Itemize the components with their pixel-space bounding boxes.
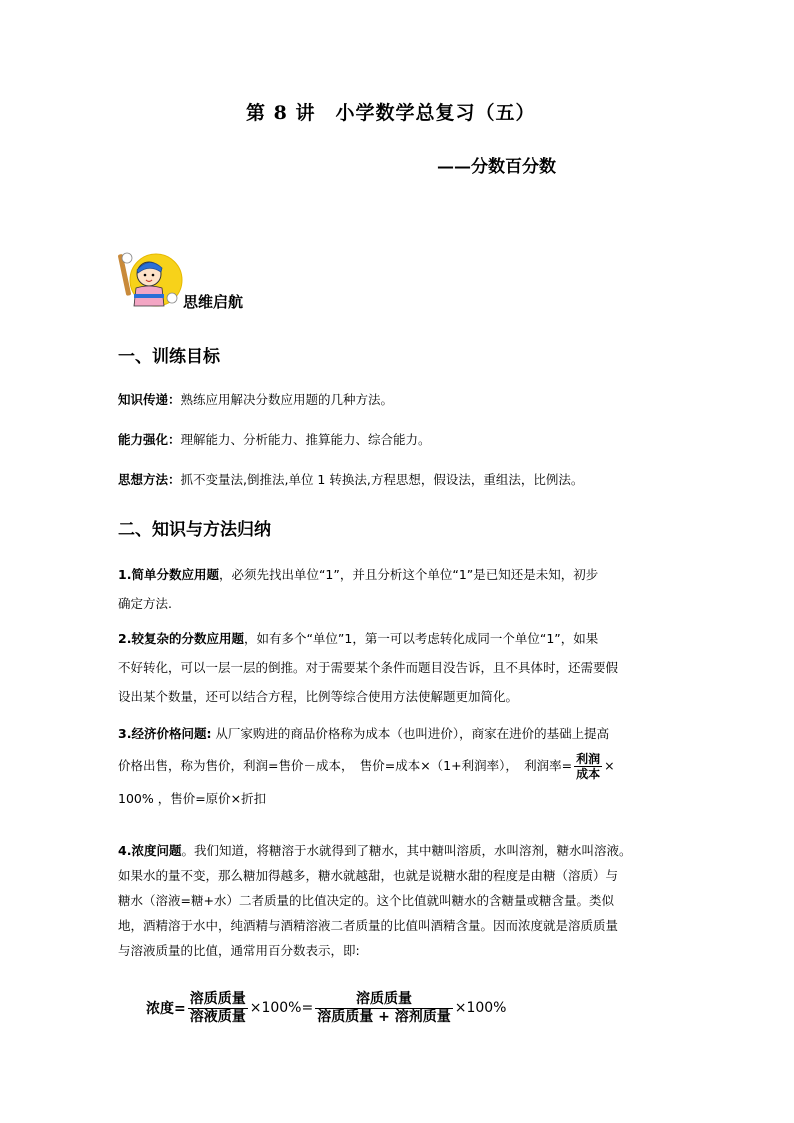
paragraph-text: 从厂家购进的商品价格称为成本（也叫进价），商家在进价的基础上提高 (211, 726, 610, 741)
goal-label: 能力强化： (118, 432, 181, 447)
paragraph-text: 不好转化，可以一层一层的倒推。对于需要某个条件而题目没告诉，且不具体时，还需要假 (118, 660, 619, 675)
formula-fraction-1 (188, 991, 248, 1026)
fraction-numerator: 利润 (576, 752, 601, 766)
page-title: 第 8 讲 小学数学总复习（五） (246, 102, 536, 124)
formula-lhs: 浓度= (146, 1001, 186, 1017)
formula-fraction-2 (315, 991, 452, 1026)
fraction-numerator: 溶质质量 (315, 991, 452, 1009)
mascot-illustration (116, 250, 184, 314)
goal-item-ability (118, 430, 678, 450)
paragraph-text: × (604, 758, 615, 773)
page-subtitle: ——分数百分数 (437, 157, 556, 177)
banner-label: 思维启航 (183, 293, 244, 311)
paragraph-concentration (118, 838, 680, 963)
section-heading-knowledge-methods: 二、知识与方法归纳 (118, 520, 271, 540)
paragraph-label: 3.经济价格问题: (118, 726, 212, 741)
profit-rate-fraction (574, 752, 602, 781)
paragraph-text: 地，酒精溶于水中，纯酒精与酒精溶液二者质量的比值叫酒精含量。因而浓度就是溶质质量 (118, 918, 619, 933)
goal-text: 抓不变量法,倒推法,单位 1 转换法,方程思想，假设法，重组法，比例法。 (180, 472, 584, 487)
paragraph-text: ，如有多个“单位”1，第一可以考虑转化成同一个单位“1”，如果 (243, 631, 599, 646)
paragraph-text: 价格出售，称为售价，利润=售价－成本， 售价=成本×（1+利润率）， 利润率= (118, 758, 573, 773)
fraction-denominator: 溶液质量 (189, 1008, 246, 1025)
paragraph-text: ，必须先找出单位“1”，并且分析这个单位“1”是已知还是未知，初步 (218, 567, 599, 582)
paragraph-economic-price (118, 719, 680, 813)
paragraph-text: 糖水（溶液=糖+水）二者质量的比值决定的。这个比值就叫糖水的含糖量或糖含量。类似 (118, 893, 614, 908)
paragraph-simple-fraction (118, 560, 680, 618)
paragraph-text: 如果水的量不变，那么糖加得越多，糖水就越甜，也就是说糖水甜的程度是由糖（溶质）与 (118, 868, 619, 883)
goal-label: 思想方法： (118, 472, 181, 487)
fraction-numerator: 溶质质量 (189, 990, 246, 1007)
paragraph-text: 与溶液质量的比值，通常用百分数表示，即: (118, 943, 360, 958)
paragraph-text: 。我们知道，将糖溶于水就得到了糖水，其中糖叫溶质，水叫溶剂，糖水叫溶液。 (181, 843, 632, 858)
goal-text: 理解能力、分析能力、推算能力、综合能力。 (180, 432, 431, 447)
formula-middle: ×100%= (249, 1000, 314, 1016)
fraction-denominator: 成本 (576, 767, 601, 781)
concentration-formula (146, 988, 506, 1028)
paragraph-text: 确定方法. (118, 596, 172, 611)
paragraph-text: 100% ，售价=原价×折扣 (118, 791, 267, 806)
goal-item-knowledge (118, 390, 678, 410)
goal-text: 熟练应用解决分数应用题的几种方法。 (180, 392, 394, 407)
goal-item-method (118, 470, 678, 490)
paragraph-text: 设出某个数量，还可以结合方程，比例等综合使用方法使解题更加简化。 (118, 689, 519, 704)
paragraph-label: 1.简单分数应用题 (118, 567, 219, 582)
section-heading-training-goals: 一、训练目标 (118, 347, 220, 367)
paragraph-complex-fraction (118, 624, 680, 711)
paragraph-label: 4.浓度问题 (118, 843, 182, 858)
goal-label: 知识传递： (118, 392, 181, 407)
paragraph-label: 2.较复杂的分数应用题 (118, 631, 244, 646)
formula-tail: ×100% (454, 1000, 507, 1016)
fraction-denominator: 溶质质量 + 溶剂质量 (317, 1008, 451, 1025)
